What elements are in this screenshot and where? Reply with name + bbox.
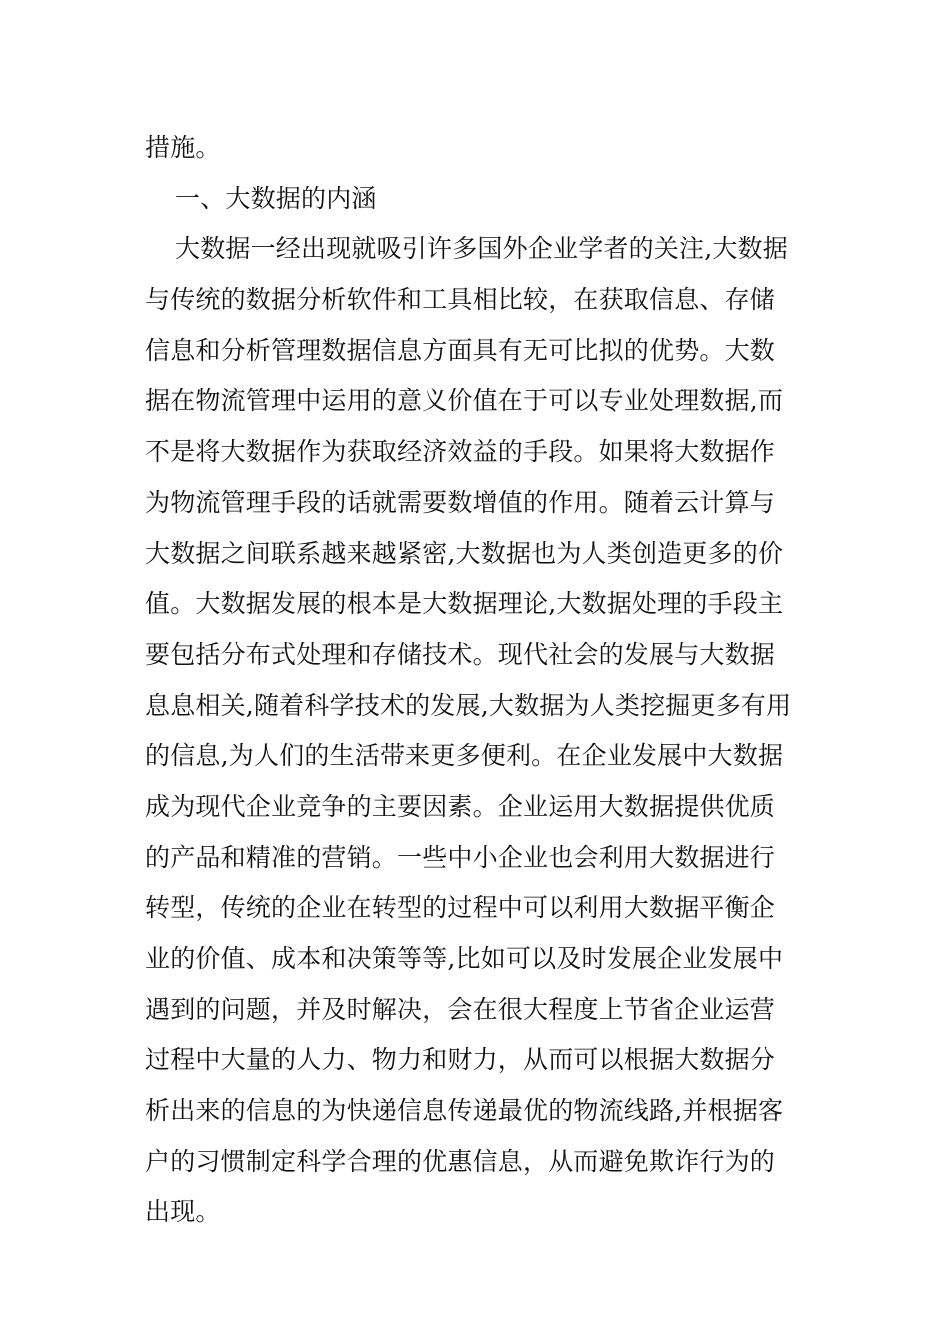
text-line: 值。大数据发展的根本是大数据理论,大数据处理的手段主 xyxy=(145,589,784,619)
text-line: 出现。 xyxy=(145,1197,221,1227)
section-heading: 一、大数据的内涵 xyxy=(175,183,377,213)
text-line: 不是将大数据作为获取经济效益的手段。如果将大数据作 xyxy=(145,437,776,467)
paragraph-first-line: 大数据一经出现就吸引许多国外企业学者的关注,大数据 xyxy=(175,234,788,264)
text-line: 过程中大量的人力、物力和财力，从而可以根据大数据分 xyxy=(145,1045,776,1075)
text-line: 转型，传统的企业在转型的过程中可以利用大数据平衡企 xyxy=(145,893,776,923)
text-line: 成为现代企业竞争的主要因素。企业运用大数据提供优质 xyxy=(145,791,776,821)
text-line: 措施。 xyxy=(145,133,221,162)
text-line: 息息相关,随着科学技术的发展,大数据为人类挖掘更多有用 xyxy=(145,690,792,720)
text-line: 户的习惯制定科学合理的优惠信息，从而避免欺诈行为的 xyxy=(145,1146,776,1176)
text-line: 据在物流管理中运用的意义价值在于可以专业处理数据,而 xyxy=(145,386,784,416)
text-line: 大数据之间联系越来越紧密,大数据也为人类创造更多的价 xyxy=(145,538,784,568)
text-line: 遇到的问题，并及时解决，会在很大程度上节省企业运营 xyxy=(145,994,776,1024)
text-line: 析出来的信息的为快递信息传递最优的物流线路,并根据客 xyxy=(145,1096,784,1126)
text-line: 与传统的数据分析软件和工具相比较，在获取信息、存储 xyxy=(145,285,776,315)
text-line: 为物流管理手段的话就需要数增值的作用。随着云计算与 xyxy=(145,487,776,517)
text-line: 的产品和精准的营销。一些中小企业也会利用大数据进行 xyxy=(145,842,776,872)
text-line: 信息和分析管理数据信息方面具有无可比拟的优势。大数 xyxy=(145,335,776,365)
text-line: 要包括分布式处理和存储技术。现代社会的发展与大数据 xyxy=(145,639,776,669)
text-line: 的信息,为人们的生活带来更多便利。在企业发展中大数据 xyxy=(145,741,784,771)
text-line: 业的价值、成本和决策等等,比如可以及时发展企业发展中 xyxy=(145,944,784,973)
document-body xyxy=(145,123,805,1238)
